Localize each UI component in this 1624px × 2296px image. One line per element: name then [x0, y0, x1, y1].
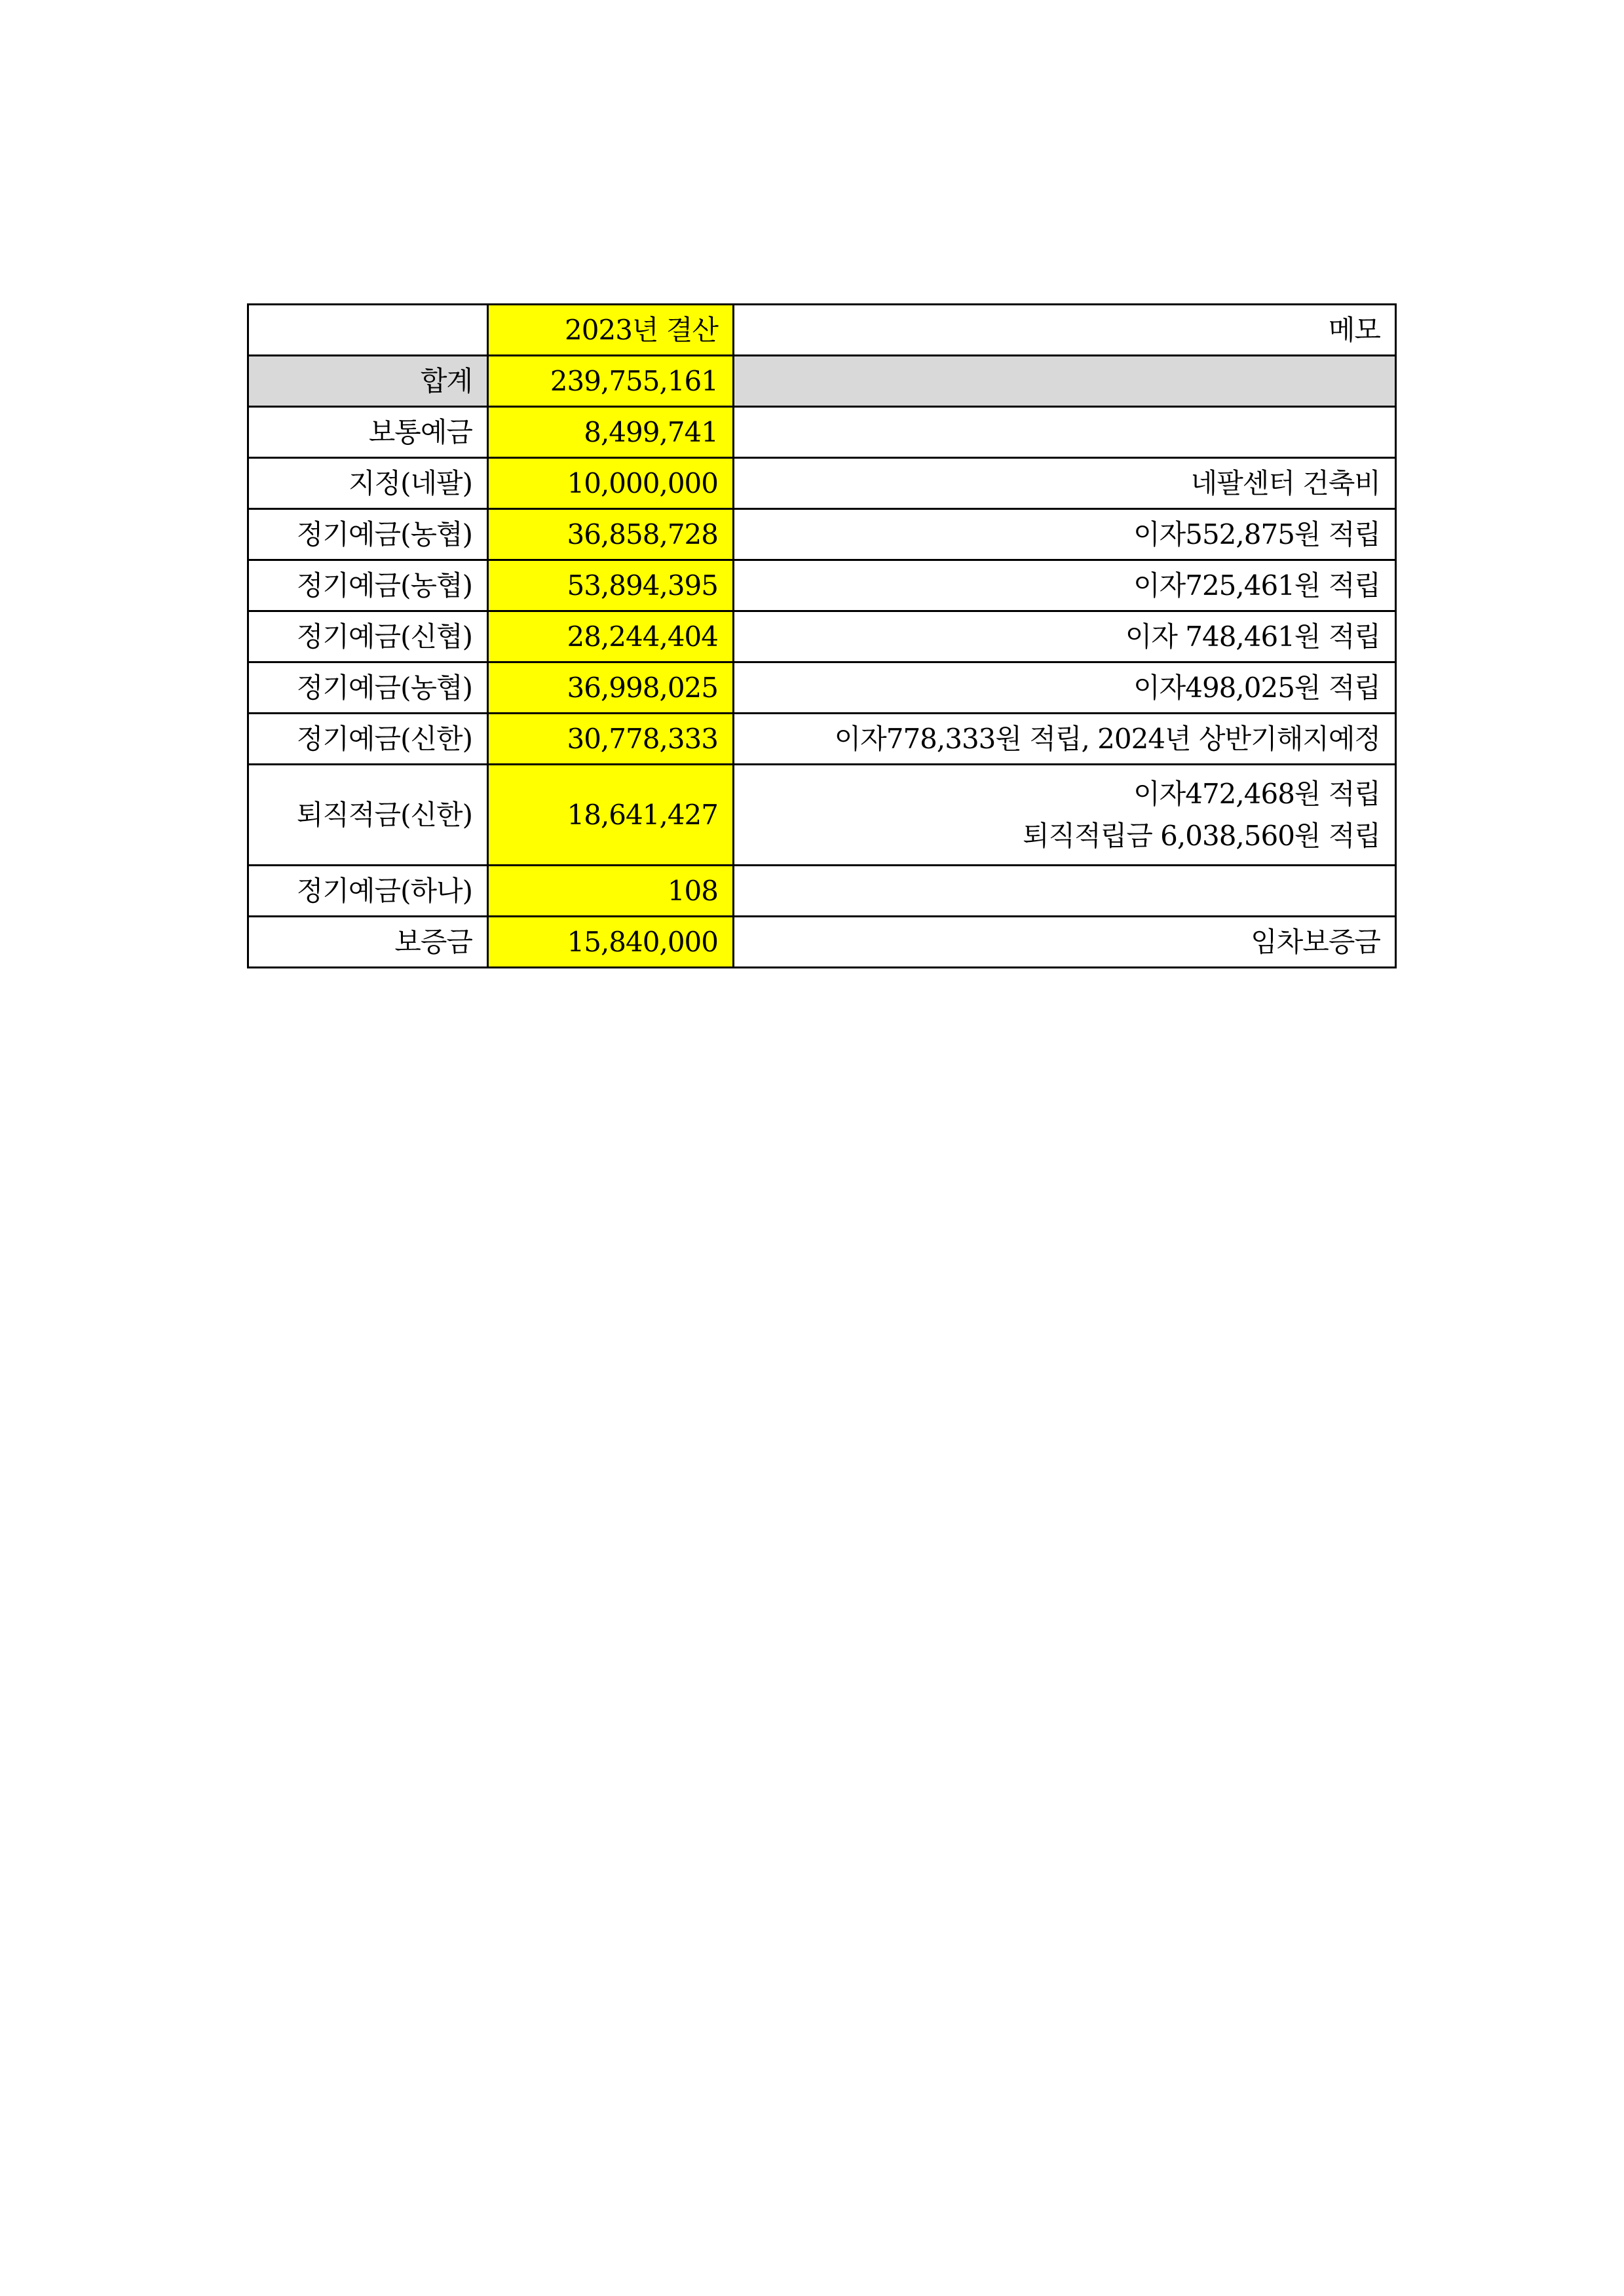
row-label: 정기예금(하나): [248, 866, 488, 917]
row-amount: 36,998,025: [488, 662, 734, 714]
row-label: 퇴직적금(신한): [248, 765, 488, 866]
row-memo: [734, 407, 1396, 458]
row-memo: 네팔센터 건축비: [734, 458, 1396, 509]
row-label: 정기예금(농협): [248, 662, 488, 714]
row-memo: [734, 765, 1396, 866]
row-amount: 10,000,000: [488, 458, 734, 509]
row-amount: 15,840,000: [488, 917, 734, 968]
header-row: [248, 305, 1396, 356]
row-label: 정기예금(농협): [248, 509, 488, 560]
row-memo: 이자552,875원 적립: [734, 509, 1396, 560]
row-label: 지정(네팔): [248, 458, 488, 509]
table-row: [248, 407, 1396, 458]
row-amount: 239,755,161: [488, 356, 734, 407]
row-label: 보통예금: [248, 407, 488, 458]
row-label: 정기예금(농협): [248, 560, 488, 611]
row-memo: 이자778,333원 적립, 2024년 상반기해지예정: [734, 714, 1396, 765]
header-amount-cell: 2023년 결산: [488, 305, 734, 356]
row-memo: 이자498,025원 적립: [734, 662, 1396, 714]
row-label: 정기예금(신협): [248, 611, 488, 662]
table-row: [248, 662, 1396, 714]
table-row: [248, 917, 1396, 968]
table-row: [248, 866, 1396, 917]
table-row: [248, 765, 1396, 866]
memo-line: 이자472,468원 적립: [1133, 777, 1380, 810]
table-row: [248, 611, 1396, 662]
table-row: [248, 560, 1396, 611]
row-memo: [734, 356, 1396, 407]
row-amount: 28,244,404: [488, 611, 734, 662]
row-memo: 임차보증금: [734, 917, 1396, 968]
row-amount: 30,778,333: [488, 714, 734, 765]
row-memo: 이자725,461원 적립: [734, 560, 1396, 611]
row-memo: 이자 748,461원 적립: [734, 611, 1396, 662]
settlement-table: [247, 303, 1397, 968]
row-amount: 36,858,728: [488, 509, 734, 560]
row-amount: 53,894,395: [488, 560, 734, 611]
row-label: 정기예금(신한): [248, 714, 488, 765]
header-label-cell: [248, 305, 488, 356]
row-amount: 108: [488, 866, 734, 917]
table-row: [248, 458, 1396, 509]
header-memo-cell: 메모: [734, 305, 1396, 356]
row-label: 합계: [248, 356, 488, 407]
row-amount: 18,641,427: [488, 765, 734, 866]
row-memo: [734, 866, 1396, 917]
memo-line: 퇴직적립금 6,038,560원 적립: [1022, 819, 1380, 852]
table-row-total: [248, 356, 1396, 407]
row-amount: 8,499,741: [488, 407, 734, 458]
table-row: [248, 714, 1396, 765]
table-row: [248, 509, 1396, 560]
row-label: 보증금: [248, 917, 488, 968]
